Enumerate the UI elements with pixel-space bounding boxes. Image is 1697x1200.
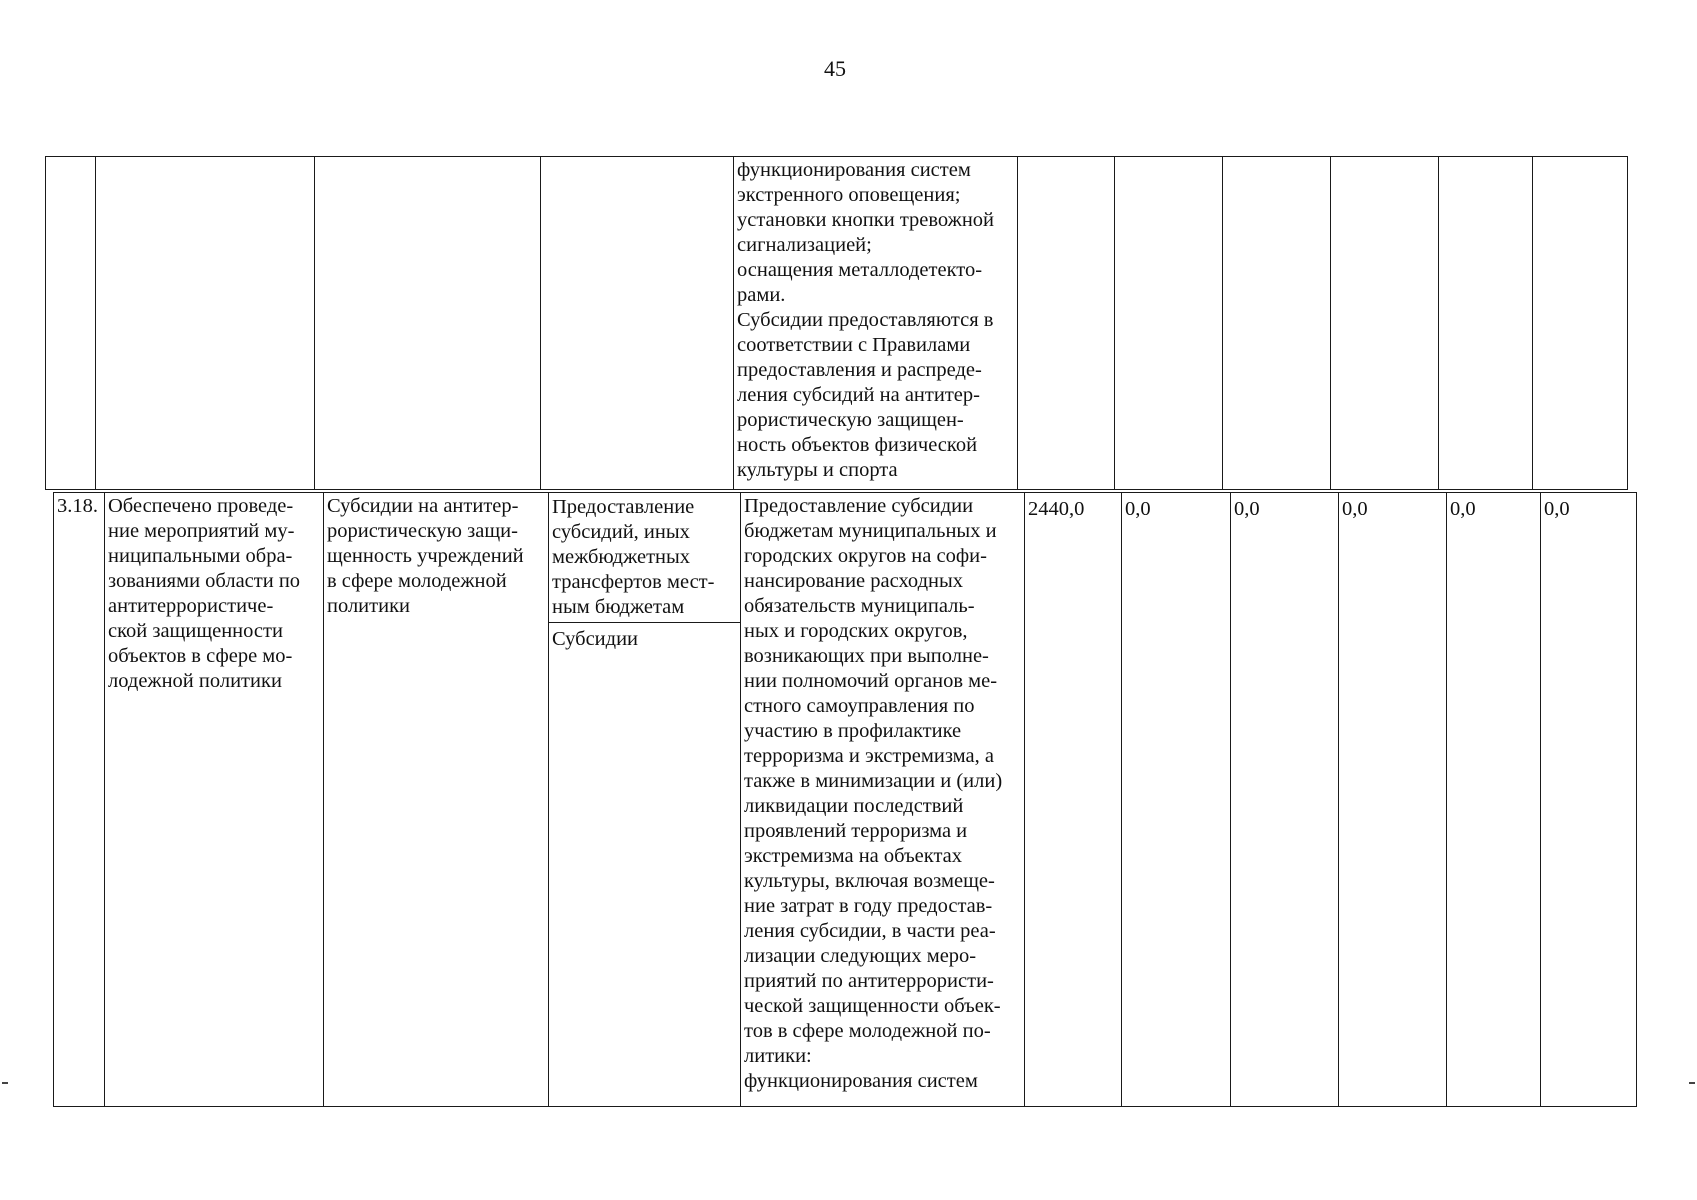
cell-description: [734, 157, 1018, 490]
text-line: ние мероприятий му-: [108, 520, 295, 542]
cell-amount-3: 0,0: [1231, 493, 1339, 1107]
text-line: ликвидации последствий: [744, 795, 964, 817]
continuation-row: [46, 157, 1628, 490]
continuation-table: [45, 156, 1628, 490]
text-line: установки кнопки тревожной: [737, 209, 995, 231]
text-line: предоставления и распреде-: [737, 359, 982, 381]
cell-number: [46, 157, 96, 490]
text-line: лизации следующих меро-: [744, 945, 977, 967]
cell-type: [541, 157, 734, 490]
cell-amount-4: 0,0: [1339, 493, 1447, 1107]
cell-amount-5: [1439, 157, 1533, 490]
cell-type: [549, 493, 741, 1107]
text-line: стного самоуправления по: [744, 695, 975, 717]
margin-mark-left: [2, 1082, 8, 1084]
text-line: в сфере молодежной: [327, 570, 507, 592]
text-line: зованиями области по: [108, 570, 301, 592]
cell-amount-1: [1018, 157, 1115, 490]
text-line: тов в сфере молодежной по-: [744, 1020, 991, 1042]
margin-mark-right: [1689, 1082, 1695, 1084]
text-line: нансирование расходных: [744, 570, 964, 592]
text-line: субсидий, иных: [552, 521, 690, 543]
text-line: объектов в сфере мо-: [108, 645, 293, 667]
cell-amount-6: 0,0: [1541, 493, 1637, 1107]
text-line: политики: [327, 595, 411, 617]
cell-result: [105, 493, 324, 1107]
cell-amount-3: [1223, 157, 1331, 490]
cell-amount-5: 0,0: [1447, 493, 1541, 1107]
text-line: ние затрат в году предостав-: [744, 895, 993, 917]
text-line: ных и городских округов,: [744, 620, 968, 642]
text-line: щенность учреждений: [327, 545, 524, 567]
text-line: Субсидии: [552, 628, 639, 650]
type-subtype: [549, 623, 740, 652]
text-line: ным бюджетам: [552, 596, 685, 618]
text-line: Субсидии предоставляются в: [737, 309, 994, 331]
row-3-18-table: [53, 492, 1637, 1107]
row-number: 3.18.: [54, 493, 105, 1107]
text-line: оснащения металлодетекто-: [737, 259, 983, 281]
text-line: межбюджетных: [552, 546, 691, 568]
cell-amount-4: [1331, 157, 1439, 490]
text-line: рористическую защищен-: [737, 409, 964, 431]
cell-amount-2: [1115, 157, 1223, 490]
table-row: [54, 493, 1637, 1107]
text-line: Предоставление: [552, 496, 695, 518]
type-main: [549, 493, 740, 623]
text-line: рористическую защи-: [327, 520, 518, 542]
text-line: сигнализацией;: [737, 234, 872, 256]
text-line: также в минимизации и (или): [744, 770, 1003, 792]
text-line: антитеррористиче-: [108, 595, 274, 617]
page-number: 45: [824, 56, 846, 81]
cell-amount-1: 2440,0: [1025, 493, 1122, 1107]
text-line: литики:: [744, 1045, 812, 1067]
text-line: трансфертов мест-: [552, 571, 715, 593]
text-line: приятий по антитеррористи-: [744, 970, 994, 992]
cell-result: [96, 157, 315, 490]
text-line: Обеспечено проведе-: [108, 495, 294, 517]
text-line: функционирования систем: [744, 1070, 978, 1092]
text-line: культуры и спорта: [737, 459, 898, 481]
text-line: проявлений терроризма и: [744, 820, 968, 842]
cell-event: [315, 157, 541, 490]
text-line: соответствии с Правилами: [737, 334, 971, 356]
text-line: ческой защищенности объек-: [744, 995, 1001, 1017]
text-line: возникающих при выполне-: [744, 645, 989, 667]
text-line: бюджетам муниципальных и: [744, 520, 997, 542]
text-line: ления субсидии, в части реа-: [744, 920, 996, 942]
text-line: рами.: [737, 284, 786, 306]
text-line: лодежной политики: [108, 670, 282, 692]
text-line: экстремизма на объектах: [744, 845, 963, 867]
text-line: функционирования систем: [737, 159, 971, 181]
text-line: ность объектов физической: [737, 434, 978, 456]
cell-amount-6: [1533, 157, 1628, 490]
cell-event: [324, 493, 549, 1107]
cell-amount-2: 0,0: [1122, 493, 1231, 1107]
text-line: культуры, включая возмеще-: [744, 870, 995, 892]
text-line: терроризма и экстремизма, а: [744, 745, 994, 767]
text-line: Субсидии на антитер-: [327, 495, 519, 517]
text-line: ниципальными обра-: [108, 545, 293, 567]
text-line: обязательств муниципаль-: [744, 595, 975, 617]
text-line: экстренного оповещения;: [737, 184, 961, 206]
text-line: городских округов на софи-: [744, 545, 987, 567]
text-line: ления субсидий на антитер-: [737, 384, 980, 406]
cell-description: [741, 493, 1025, 1107]
text-line: нии полномочий органов ме-: [744, 670, 998, 692]
text-line: ской защищенности: [108, 620, 283, 642]
text-line: Предоставление субсидии: [744, 495, 974, 517]
text-line: участию в профилактике: [744, 720, 962, 742]
